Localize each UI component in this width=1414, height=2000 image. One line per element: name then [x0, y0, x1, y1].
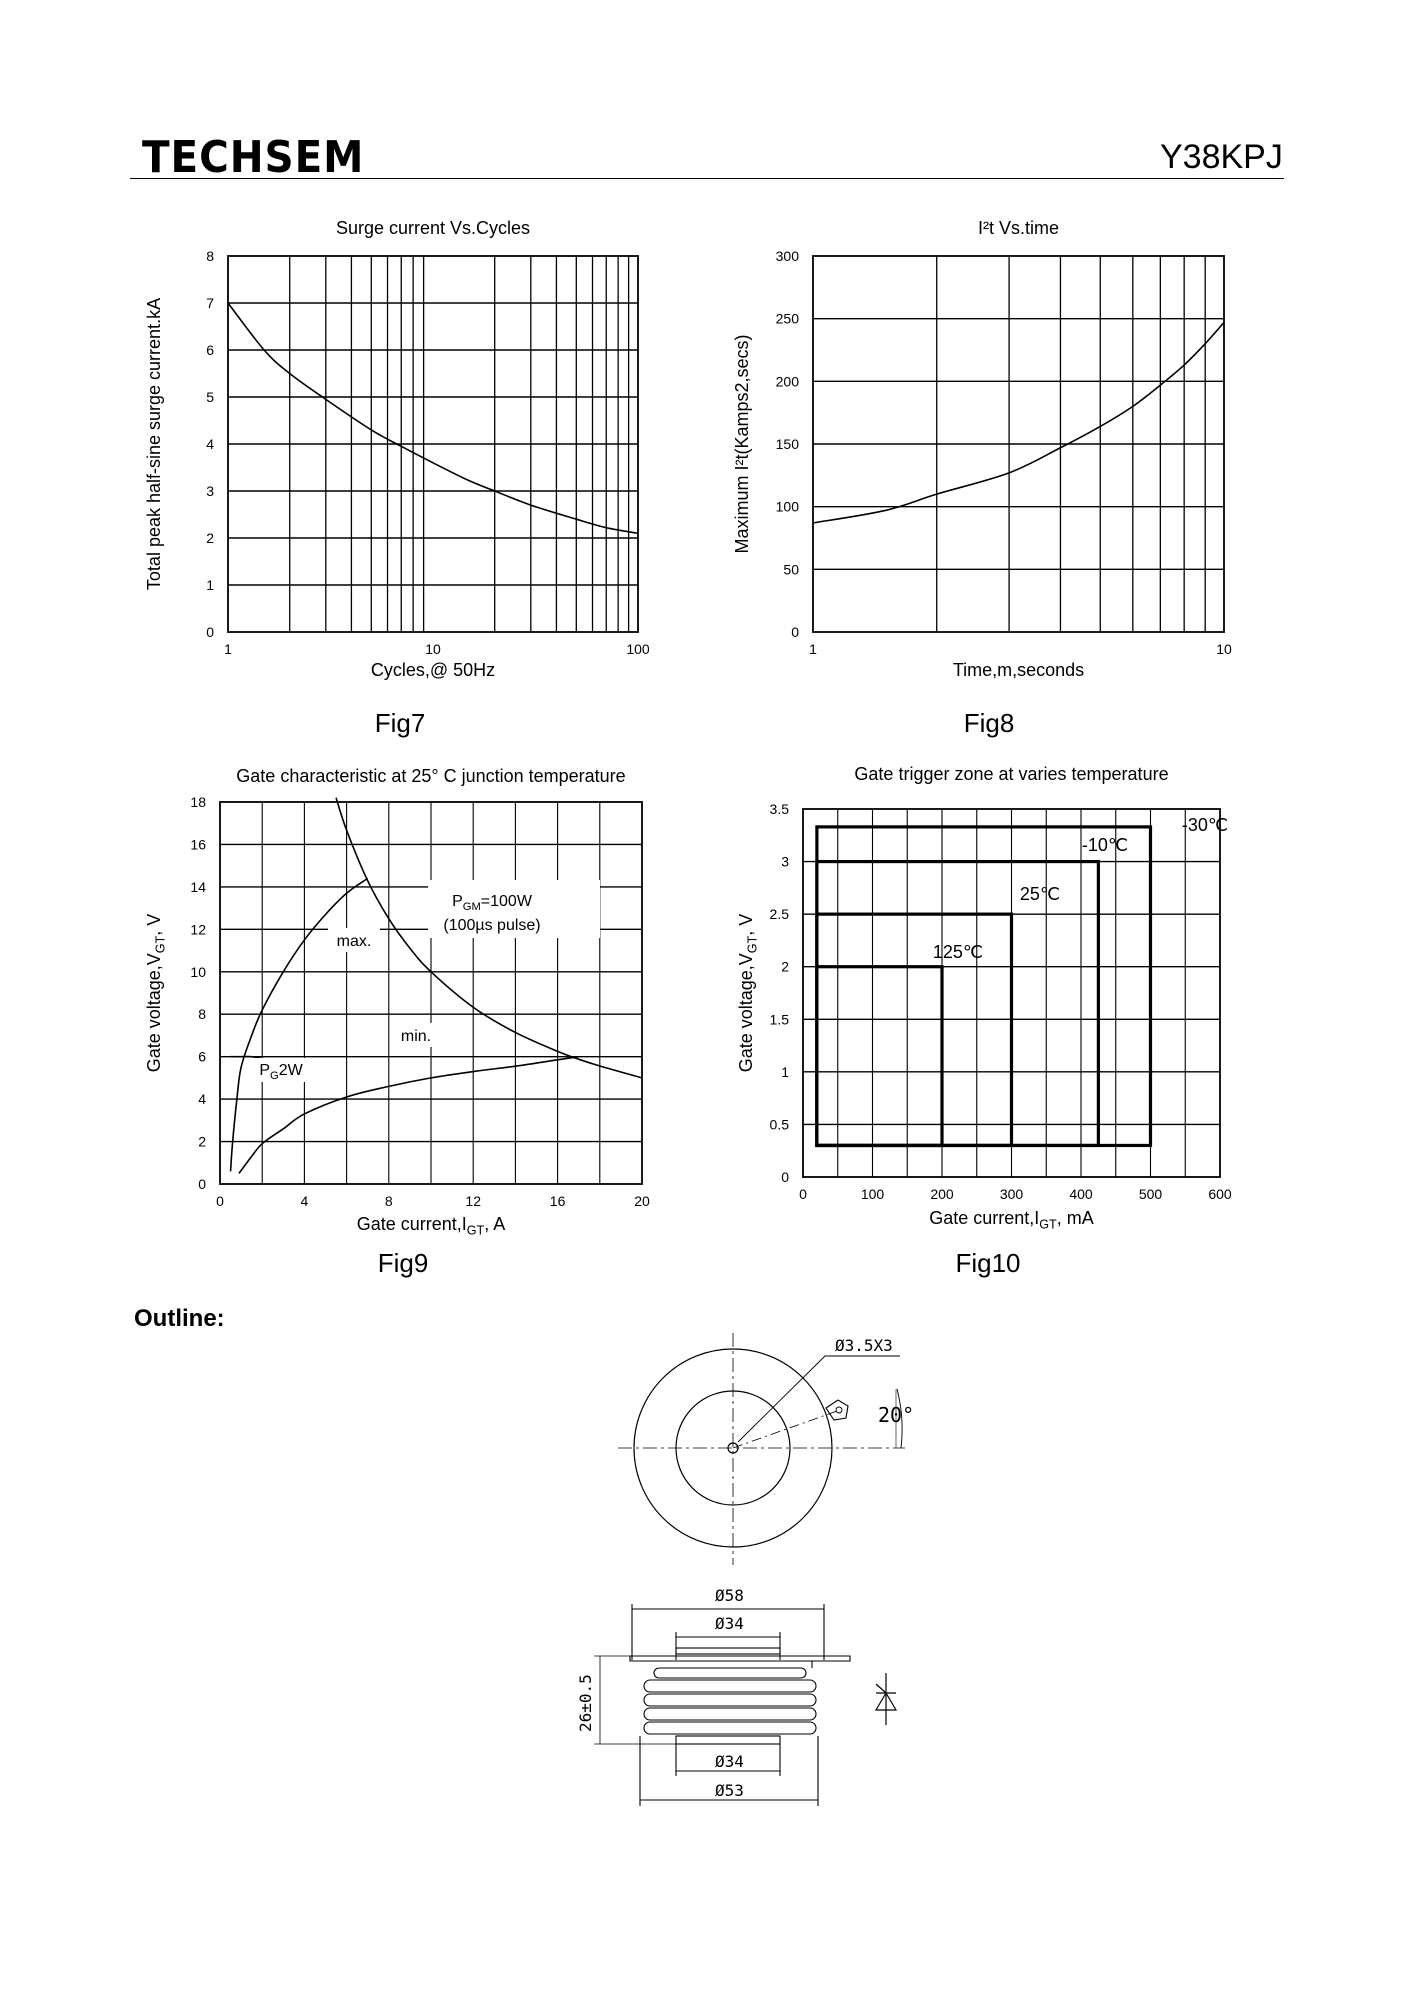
side-dim-outer-top: Ø58	[715, 1586, 744, 1605]
part-number: Y38KPJ	[1160, 138, 1283, 176]
fig8-y-tick-label: 200	[775, 373, 799, 390]
fig7-y-tick-label: 8	[206, 248, 214, 264]
fig7-y-tick-label: 4	[206, 436, 214, 452]
housing-ring-2	[644, 1680, 816, 1692]
fig7-x-tick-label: 100	[626, 641, 650, 657]
side-dim-top: Ø34	[715, 1614, 744, 1633]
fig9-y-tick-label: 16	[190, 836, 206, 853]
fig8-y-label: Maximum I²t(Kamps2,secs)	[732, 334, 752, 554]
fig8-x-tick-label: 10	[1216, 641, 1232, 657]
fig8-y-tick-label: 250	[775, 310, 799, 327]
fig7-y-tick-label: 0	[206, 624, 214, 640]
housing-ring-1	[654, 1668, 806, 1678]
fig7-title: Surge current Vs.Cycles	[335, 218, 531, 238]
fig8-y-tick-label: 50	[783, 561, 799, 578]
top-pole-face	[676, 1648, 780, 1654]
fig10-x-tick-label: 100	[860, 1186, 885, 1202]
fig9-x-tick-label: 16	[549, 1193, 566, 1209]
fig10-y-tick-label: 0	[781, 1169, 789, 1185]
fig7-y-tick-label: 1	[206, 577, 214, 593]
fig8-y-tick-label: 300	[775, 248, 799, 264]
angle-dim-label: 20°	[878, 1403, 915, 1427]
fig9-y-tick-label: 0	[198, 1176, 206, 1192]
housing-ring-4	[644, 1708, 816, 1720]
fig10-zone-label-1: -10℃	[1081, 835, 1129, 855]
gate-lead-hole	[836, 1407, 842, 1413]
fig10-y-tick-label: 2.5	[769, 906, 789, 923]
fig9-y-tick-label: 12	[190, 921, 206, 938]
gate-lead-tab	[826, 1400, 848, 1420]
fig7-y-tick-label: 6	[206, 342, 214, 358]
fig10-x-tick-label: 500	[1138, 1186, 1163, 1202]
fig8-y-tick-label: 0	[791, 624, 799, 640]
fig10-zone-label-0: -30℃	[1181, 815, 1229, 835]
hole-dim-label: Ø3.5X3	[835, 1336, 893, 1355]
fig10-x-tick-label: 300	[999, 1186, 1024, 1202]
fig10-x-tick-label: 0	[799, 1186, 807, 1202]
fig8-x-tick-label: 1	[809, 641, 817, 657]
bottom-pole-face	[676, 1736, 780, 1744]
fig9-x-label: Gate $current,I_{GT}$, A	[356, 1214, 506, 1238]
fig9-x-tick-label: 4	[300, 1193, 309, 1209]
fig7-y-tick-label: 7	[206, 295, 214, 311]
fig9-pg-label: $P_G2W$	[259, 1062, 303, 1082]
fig7-y-tick-label: 2	[206, 530, 214, 546]
fig10-y-tick-label: 2	[781, 958, 789, 975]
fig7-x-tick-label: 10	[425, 641, 441, 657]
fig8-x-label: Time,m,seconds	[952, 660, 1085, 680]
fig10-x-tick-label: 400	[1069, 1186, 1093, 1202]
fig9-y-tick-label: 10	[190, 963, 206, 980]
fig8-title: I²t Vs.time	[977, 218, 1060, 238]
fig10-zone-label-2: 25℃	[1019, 884, 1061, 904]
fig8-y-tick-label: 150	[775, 436, 799, 452]
fig9-min-label: min.	[400, 1028, 432, 1045]
fig9-x-tick-label: 20	[634, 1193, 650, 1209]
fig10-y-label: Gate $voltage,V_{GT}$, V	[736, 913, 760, 1073]
fig9-pulse-label: (100µs pulse)	[443, 917, 541, 934]
brand-logo: TECHSEM	[142, 132, 365, 183]
side-dim-bottom: Ø34	[715, 1752, 744, 1771]
side-dim-height: 26±0.5	[576, 1674, 595, 1732]
fig10-y-tick-label: 3	[781, 853, 789, 870]
fig9-y-tick-label: 8	[198, 1006, 206, 1023]
fig7-x-tick-label: 1	[224, 641, 232, 657]
fig9-max-label: max.	[336, 933, 372, 950]
fig9-y-label: Gate $voltage,V_{GT}$, V	[144, 913, 168, 1073]
fig10-y-tick-label: 0.5	[769, 1116, 789, 1133]
fig9-x-tick-label: 0	[216, 1193, 224, 1209]
fig8-y-tick-label: 100	[775, 498, 799, 515]
fig7-y-tick-label: 3	[206, 483, 214, 499]
fig9-y-tick-label: 6	[198, 1048, 206, 1065]
fig9-caption: Fig9	[377, 1248, 429, 1278]
thyristor-symbol	[876, 1673, 896, 1725]
fig7-y-label: Total peak half-sine surge current.kA	[144, 297, 164, 591]
fig8-caption: Fig8	[963, 708, 1015, 738]
fig9-y-tick-label: 18	[190, 794, 206, 810]
outline-top-view	[618, 1333, 905, 1565]
fig9-title: Gate characteristic at 25° C junction temperature	[236, 766, 626, 786]
fig7-caption: Fig7	[374, 708, 426, 738]
fig10-y-tick-label: 1.5	[769, 1011, 789, 1028]
side-dim-outer-bottom: Ø53	[715, 1781, 744, 1800]
fig10-y-tick-label: 1	[781, 1063, 789, 1080]
fig9-y-tick-label: 4	[198, 1091, 206, 1108]
fig10-title: Gate trigger zone at varies temperature	[854, 764, 1169, 784]
fig10-x-tick-label: 200	[930, 1186, 954, 1202]
outline-label: Outline:	[134, 1305, 225, 1332]
fig10-x-tick-label: 600	[1208, 1186, 1232, 1202]
fig7-x-label: Cycles,@ 50Hz	[370, 660, 496, 680]
fig10-zone-label-3: 125℃	[932, 942, 984, 962]
fig7-y-tick-label: 5	[206, 389, 214, 405]
fig9-y-tick-label: 14	[190, 878, 206, 895]
fig9-x-tick-label: 12	[465, 1193, 481, 1209]
outline-side-view	[594, 1604, 850, 1806]
fig10-x-label: Gate $current,I_{GT}$, mA	[929, 1208, 1094, 1232]
fig9-y-tick-label: 2	[198, 1133, 206, 1150]
housing-ring-5	[644, 1722, 816, 1734]
fig9-pgm-label: $P_{GM}=100W$	[452, 893, 532, 913]
fig10-y-tick-label: 3.5	[769, 801, 789, 817]
housing-ring-3	[644, 1694, 816, 1706]
flange	[630, 1656, 850, 1661]
hole-leader	[738, 1356, 825, 1442]
fig9-x-tick-label: 8	[384, 1193, 393, 1209]
fig10-caption: Fig10	[955, 1248, 1021, 1278]
